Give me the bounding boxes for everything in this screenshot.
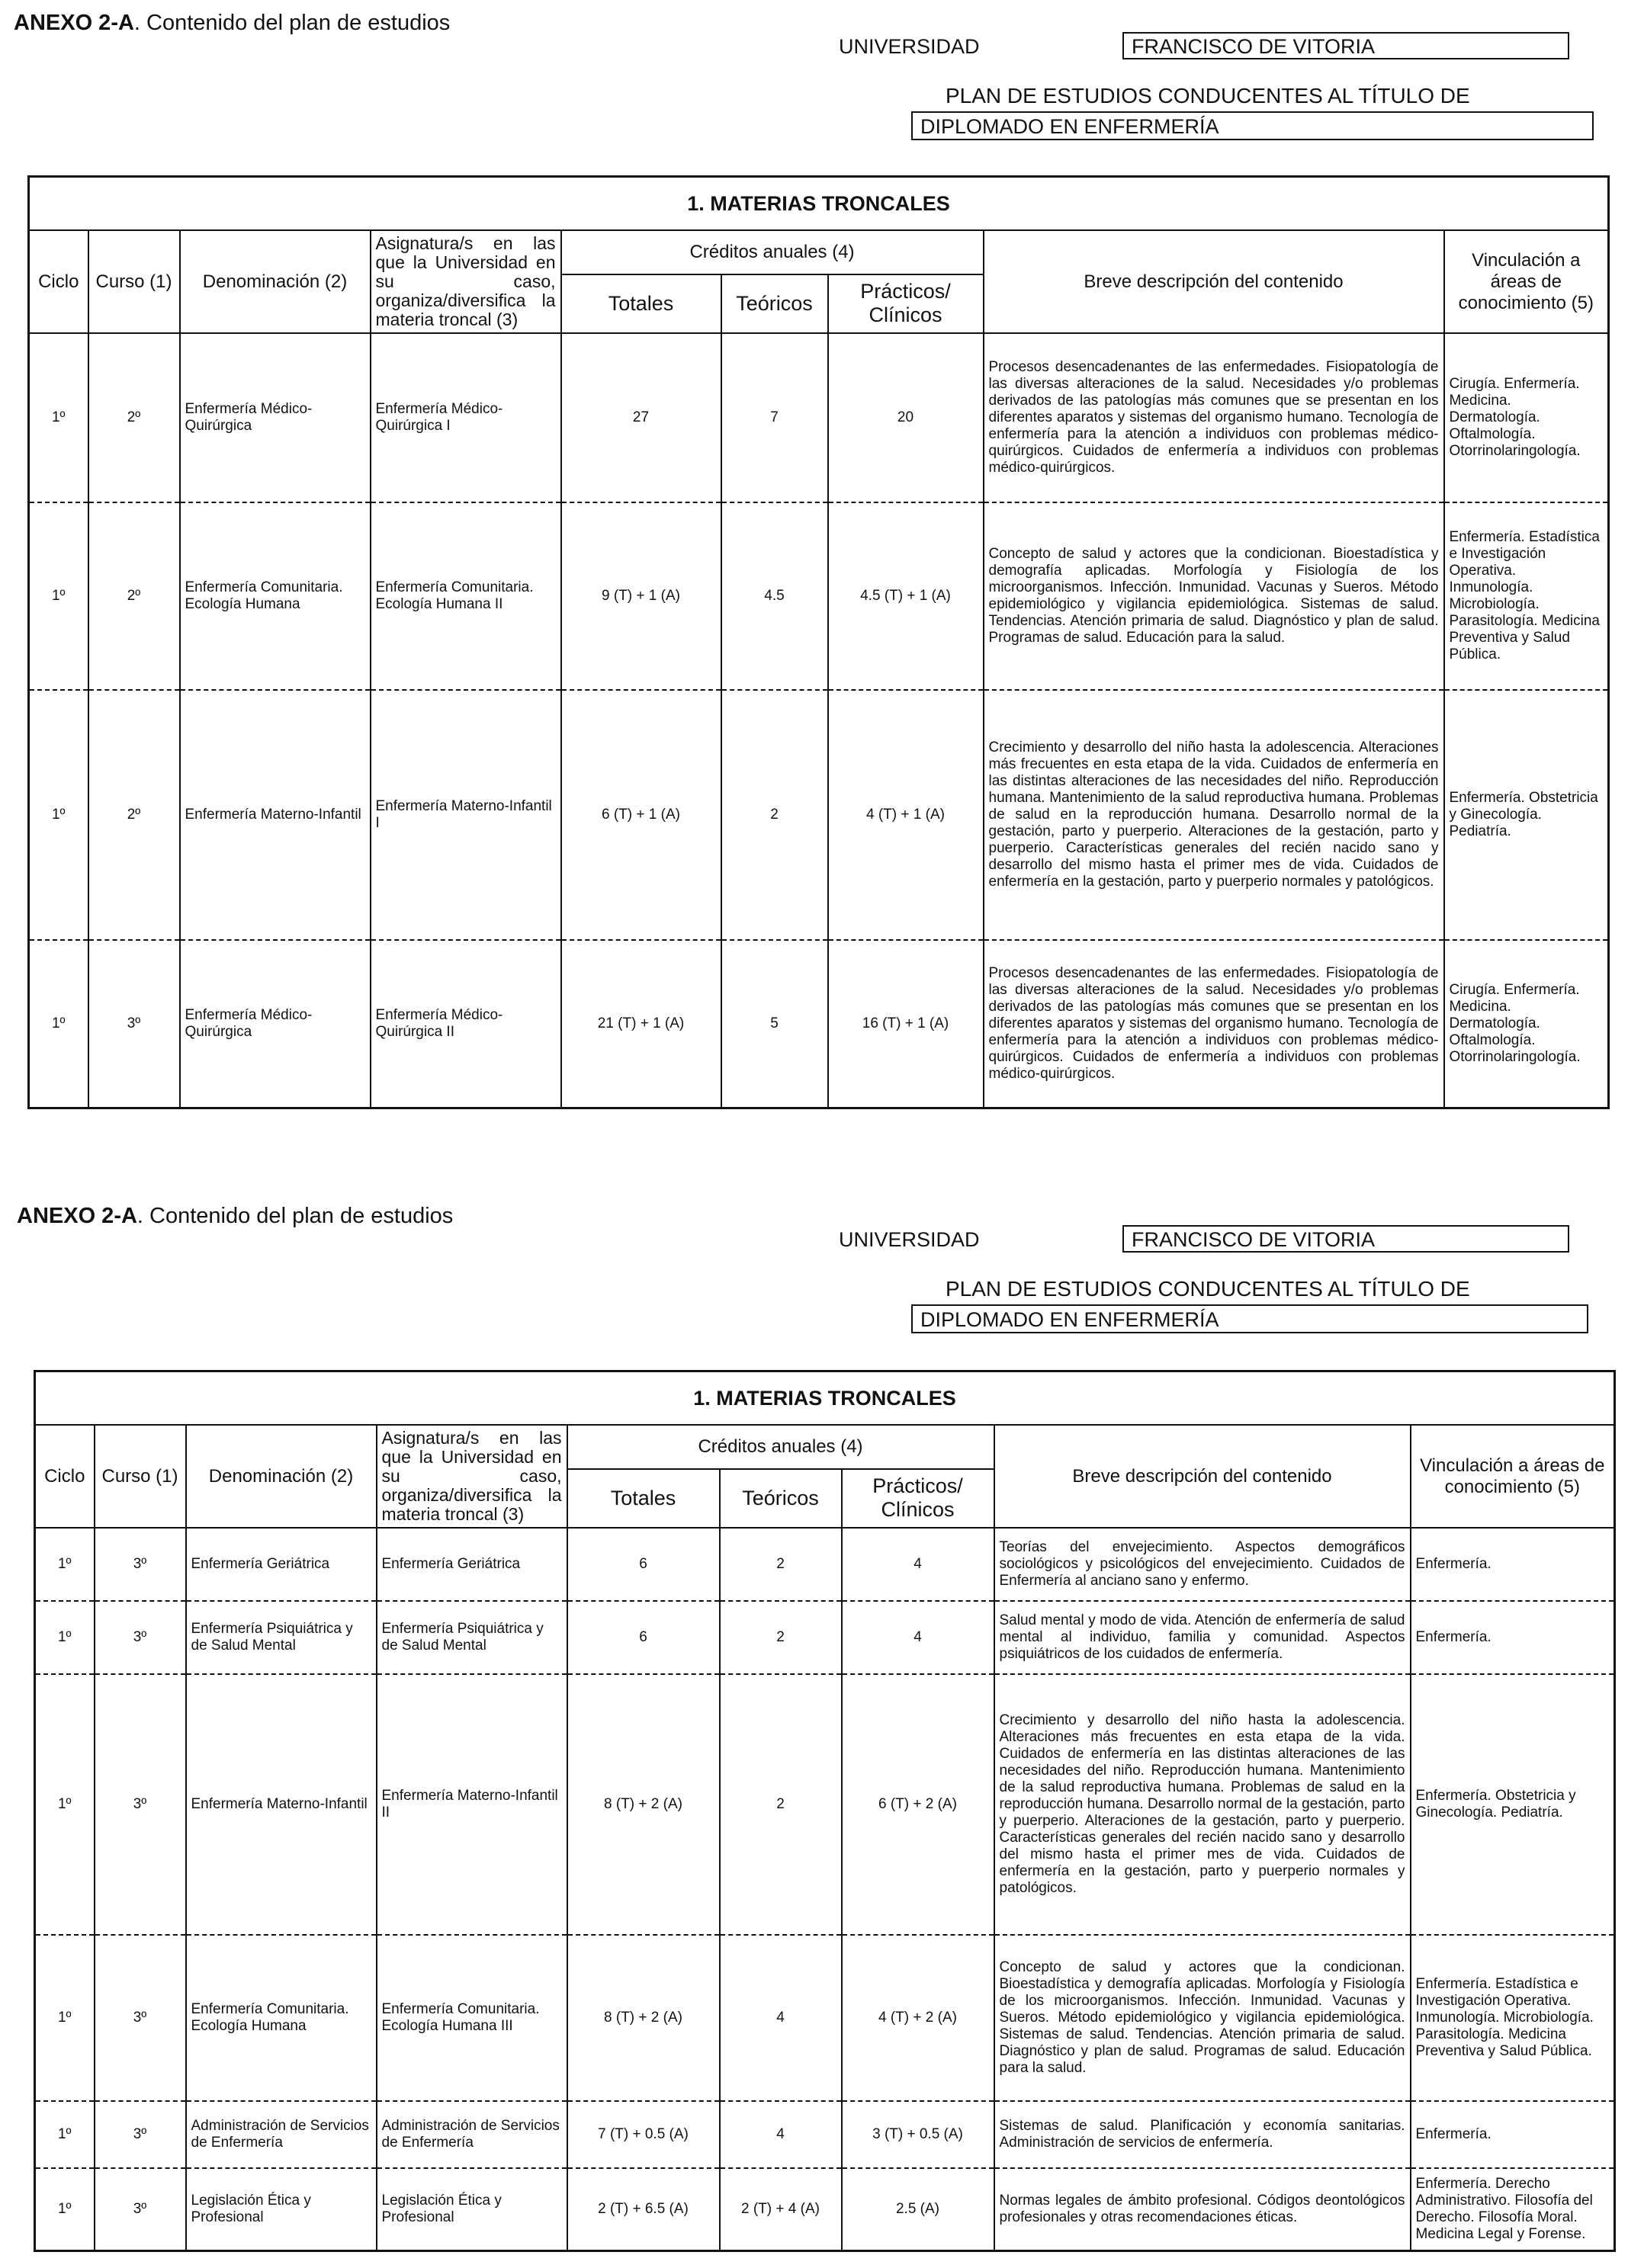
asignatura-cell: Enfermería Comunitaria. Ecología Humana III [377, 1935, 567, 2101]
descripcion-cell: Normas legales de ámbito profesional. Códigos deontológicos profesionales y otras recomendaciones éticas. [994, 2168, 1411, 2250]
plan-title-box: DIPLOMADO EN ENFERMERÍA [911, 1304, 1588, 1333]
table-title: 1. MATERIAS TRONCALES [29, 177, 1609, 231]
plan-label: PLAN DE ESTUDIOS CONDUCENTES AL TÍTULO DE [946, 1277, 1470, 1301]
header-totales: Totales [561, 274, 721, 333]
teoricos-cell: 4 [720, 2101, 842, 2168]
header-descripcion: Breve descripción del contenido [984, 230, 1444, 333]
header-creditos: Créditos anuales (4) [567, 1425, 994, 1469]
asignatura-cell: Enfermería Materno-Infantil II [377, 1674, 567, 1935]
asignatura-cell: Enfermería Médico-Quirúrgica II [371, 940, 561, 1108]
header-creditos: Créditos anuales (4) [561, 230, 984, 274]
plan-label: PLAN DE ESTUDIOS CONDUCENTES AL TÍTULO DE [946, 84, 1470, 107]
materias-troncales-table [34, 1370, 1616, 2252]
descripcion-cell: Concepto de salud y actores que la condicionan. Bioestadística y demografía aplicadas. Morfología y Fisiología de los microorganismos. Infección. Inmunidad. Vacunas y Sueros. Método epidemiológico y vigilancia epidemiológica. Sistemas de salud. Tendencias. Atención primaria de salud. Diagnóstico y plan de salud. Programas de salud. Educación para la salud. [994, 1935, 1411, 2101]
vinculacion-cell: Enfermería. Derecho Administrativo. Filosofía del Derecho. Filosofía Moral. Medicina Legal y Forense. [1411, 2168, 1615, 2250]
totales-cell: 7 (T) + 0.5 (A) [567, 2101, 720, 2168]
practicos-cell: 4 [842, 1601, 994, 1674]
annex-title: ANEXO 2-A. Contenido del plan de estudios [17, 1204, 454, 1228]
practicos-cell: 3 (T) + 0.5 (A) [842, 2101, 994, 2168]
curso-cell: 3º [88, 940, 180, 1108]
teoricos-cell: 5 [721, 940, 828, 1108]
descripcion-cell: Teorías del envejecimiento. Aspectos demográficos sociológicos y psicológicos del envejecimiento. Cuidados de Enfermería al anciano sano y enfermo. [994, 1528, 1411, 1601]
denominacion-cell: Enfermería Geriátrica [186, 1528, 377, 1601]
header-descripcion: Breve descripción del contenido [994, 1425, 1411, 1528]
vinculacion-cell: Enfermería. Obstetricia y Ginecología. Pediatría. [1444, 690, 1609, 940]
table-row [35, 1674, 1615, 1935]
curso-cell: 2º [88, 502, 180, 690]
header-asignatura: Asignatura/s en las que la Universidad en su caso, organiza/diversifica la materia troncal (3) [371, 230, 561, 333]
totales-cell: 6 [567, 1528, 720, 1601]
teoricos-cell: 2 [720, 1528, 842, 1601]
vinculacion-cell: Cirugía. Enfermería. Medicina. Dermatología. Oftalmología. Otorrinolaringología. [1444, 333, 1609, 502]
ciclo-cell: 1º [35, 1601, 95, 1674]
descripcion-cell: Sistemas de salud. Planificación y economía sanitarias. Administración de servicios de enfermería. [994, 2101, 1411, 2168]
table-row [29, 333, 1609, 502]
university-name-box: FRANCISCO DE VITORIA [1122, 32, 1569, 59]
practicos-cell: 4 (T) + 1 (A) [828, 690, 984, 940]
denominacion-cell: Enfermería Psiquiátrica y de Salud Mental [186, 1601, 377, 1674]
ciclo-cell: 1º [35, 1674, 95, 1935]
denominacion-cell: Enfermería Materno-Infantil [180, 690, 371, 940]
vinculacion-cell: Enfermería. [1411, 1601, 1615, 1674]
teoricos-cell: 2 [720, 1601, 842, 1674]
denominacion-cell: Enfermería Comunitaria. Ecología Humana [186, 1935, 377, 2101]
asignatura-cell: Enfermería Psiquiátrica y de Salud Mental [377, 1601, 567, 1674]
denominacion-cell: Enfermería Médico-Quirúrgica [180, 333, 371, 502]
practicos-cell: 16 (T) + 1 (A) [828, 940, 984, 1108]
table-row [35, 1601, 1615, 1674]
asignatura-cell: Enfermería Geriátrica [377, 1528, 567, 1601]
header-curso: Curso (1) [88, 230, 180, 333]
ciclo-cell: 1º [29, 690, 88, 940]
ciclo-cell: 1º [35, 2101, 95, 2168]
header-practicos: Prácticos/ Clínicos [828, 274, 984, 333]
curso-cell: 3º [95, 1935, 186, 2101]
table-row [35, 1935, 1615, 2101]
teoricos-cell: 4.5 [721, 502, 828, 690]
curso-cell: 2º [88, 333, 180, 502]
denominacion-cell: Administración de Servicios de Enfermería [186, 2101, 377, 2168]
ciclo-cell: 1º [29, 940, 88, 1108]
descripcion-cell: Procesos desencadenantes de las enfermedades. Fisiopatología de las diversas alteraciones de la salud. Necesidades y/o problemas derivados de las patologías más comunes que se presentan en los diferentes aparatos y sistemas del organismo humano. Tecnología de enfermería para la atención a individuos con problemas médico-quirúrgicos. Cuidados de enfermería a individuos con problemas médico-quirúrgicos. [984, 940, 1444, 1108]
teoricos-cell: 2 [721, 690, 828, 940]
totales-cell: 6 (T) + 1 (A) [561, 690, 721, 940]
totales-cell: 9 (T) + 1 (A) [561, 502, 721, 690]
table-row [29, 940, 1609, 1108]
asignatura-cell: Administración de Servicios de Enfermería [377, 2101, 567, 2168]
ciclo-cell: 1º [35, 1528, 95, 1601]
header-vinculacion: Vinculación a áreas de conocimiento (5) [1444, 230, 1609, 333]
header-totales: Totales [567, 1469, 720, 1528]
denominacion-cell: Enfermería Comunitaria. Ecología Humana [180, 502, 371, 690]
denominacion-cell: Enfermería Materno-Infantil [186, 1674, 377, 1935]
totales-cell: 27 [561, 333, 721, 502]
ciclo-cell: 1º [29, 502, 88, 690]
header-teoricos: Teóricos [721, 274, 828, 333]
table-row [29, 502, 1609, 690]
header-denominacion: Denominación (2) [180, 230, 371, 333]
header-curso: Curso (1) [95, 1425, 186, 1528]
practicos-cell: 4 (T) + 2 (A) [842, 1935, 994, 2101]
vinculacion-cell: Enfermería. Obstetricia y Ginecología. Pediatría. [1411, 1674, 1615, 1935]
curso-cell: 3º [95, 2101, 186, 2168]
practicos-cell: 4.5 (T) + 1 (A) [828, 502, 984, 690]
curso-cell: 3º [95, 2168, 186, 2250]
teoricos-cell: 2 [720, 1674, 842, 1935]
totales-cell: 2 (T) + 6.5 (A) [567, 2168, 720, 2250]
header-denominacion: Denominación (2) [186, 1425, 377, 1528]
practicos-cell: 20 [828, 333, 984, 502]
practicos-cell: 4 [842, 1528, 994, 1601]
annex-title: ANEXO 2-A. Contenido del plan de estudios [14, 11, 451, 35]
university-label: UNIVERSIDAD [839, 35, 980, 58]
ciclo-cell: 1º [35, 2168, 95, 2250]
header-practicos: Prácticos/ Clínicos [842, 1469, 994, 1528]
table-row [35, 2101, 1615, 2168]
table-row [35, 2168, 1615, 2250]
curso-cell: 3º [95, 1528, 186, 1601]
vinculacion-cell: Enfermería. [1411, 2101, 1615, 2168]
totales-cell: 8 (T) + 2 (A) [567, 1935, 720, 2101]
curso-cell: 3º [95, 1674, 186, 1935]
totales-cell: 21 (T) + 1 (A) [561, 940, 721, 1108]
descripcion-cell: Procesos desencadenantes de las enfermedades. Fisiopatología de las diversas alteraciones de la salud. Necesidades y/o problemas derivados de las patologías más comunes que se presentan en los diferentes aparatos y sistemas del organismo humano. Tecnología de enfermería para la atención a individuos con problemas médico-quirúrgicos. Cuidados de enfermería a individuos con problemas médico-quirúrgicos. [984, 333, 1444, 502]
ciclo-cell: 1º [35, 1935, 95, 2101]
university-name-box: FRANCISCO DE VITORIA [1122, 1225, 1569, 1253]
vinculacion-cell: Enfermería. Estadística e Investigación Operativa. Inmunología. Microbiología. Parasitología. Medicina Preventiva y Salud Pública. [1444, 502, 1609, 690]
ciclo-cell: 1º [29, 333, 88, 502]
totales-cell: 6 [567, 1601, 720, 1674]
table-body-2 [35, 1528, 1615, 2250]
denominacion-cell: Legislación Ética y Profesional [186, 2168, 377, 2250]
teoricos-cell: 7 [721, 333, 828, 502]
table-row [29, 690, 1609, 940]
asignatura-cell: Legislación Ética y Profesional [377, 2168, 567, 2250]
descripcion-cell: Crecimiento y desarrollo del niño hasta la adolescencia. Alteraciones más frecuentes en esta etapa de la vida. Cuidados de enfermería en las distintas alteraciones de las necesidades del niño. Reproducción humana. Mantenimiento de la salud reproductiva humana. Problemas de salud en la reproducción humana. Desarrollo normal de la gestación, parto y puerperio. Alteraciones de la gestación, parto y puerperio. Características generales del recién nacido sano y desarrollo del mismo hasta el primer mes de vida. Cuidados de enfermería en la gestación, parto y puerperio normales y patológicos. [994, 1674, 1411, 1935]
practicos-cell: 2.5 (A) [842, 2168, 994, 2250]
descripcion-cell: Salud mental y modo de vida. Atención de enfermería de salud mental al individuo, familia y comunidad. Aspectos psiquiátricos de los cuidados de enfermería. [994, 1601, 1411, 1674]
university-label: UNIVERSIDAD [839, 1228, 980, 1251]
vinculacion-cell: Enfermería. [1411, 1528, 1615, 1601]
descripcion-cell: Crecimiento y desarrollo del niño hasta la adolescencia. Alteraciones más frecuentes en esta etapa de la vida. Cuidados de enfermería en las distintas alteraciones de las necesidades del niño. Reproducción humana. Mantenimiento de la salud reproductiva humana. Problemas de salud en la reproducción humana. Desarrollo normal de la gestación, parto y puerperio. Alteraciones de la gestación, parto y puerperio. Características generales del recién nacido sano y desarrollo del mismo hasta el primer mes de vida. Cuidados de enfermería en la gestación, parto y puerperio normales y patológicos. [984, 690, 1444, 940]
vinculacion-cell: Enfermería. Estadística e Investigación Operativa. Inmunología. Microbiología. Parasitología. Medicina Preventiva y Salud Pública. [1411, 1935, 1615, 2101]
header-vinculacion: Vinculación a áreas de conocimiento (5) [1411, 1425, 1615, 1528]
asignatura-cell: Enfermería Médico-Quirúrgica I [371, 333, 561, 502]
header-asignatura: Asignatura/s en las que la Universidad en su caso, organiza/diversifica la materia troncal (3) [377, 1425, 567, 1528]
curso-cell: 3º [95, 1601, 186, 1674]
teoricos-cell: 2 (T) + 4 (A) [720, 2168, 842, 2250]
asignatura-cell: Enfermería Comunitaria. Ecología Humana II [371, 502, 561, 690]
table-body-1 [29, 333, 1609, 1108]
materias-troncales-table [27, 175, 1610, 1109]
practicos-cell: 6 (T) + 2 (A) [842, 1674, 994, 1935]
denominacion-cell: Enfermería Médico-Quirúrgica [180, 940, 371, 1108]
curso-cell: 2º [88, 690, 180, 940]
vinculacion-cell: Cirugía. Enfermería. Medicina. Dermatología. Oftalmología. Otorrinolaringología. [1444, 940, 1609, 1108]
totales-cell: 8 (T) + 2 (A) [567, 1674, 720, 1935]
asignatura-cell: Enfermería Materno-Infantil I [371, 690, 561, 940]
header-teoricos: Teóricos [720, 1469, 842, 1528]
table-title: 1. MATERIAS TRONCALES [35, 1371, 1615, 1426]
header-ciclo: Ciclo [35, 1425, 95, 1528]
teoricos-cell: 4 [720, 1935, 842, 2101]
descripcion-cell: Concepto de salud y actores que la condicionan. Bioestadística y demografía aplicadas. Morfología y Fisiología de los microorganismos. Infección. Inmunidad. Vacunas y Sueros. Método epidemiológico y vigilancia epidemiológica. Sistemas de salud. Tendencias. Atención primaria de salud. Diagnóstico y plan de salud. Programas de salud. Educación para la salud. [984, 502, 1444, 690]
table-row [35, 1528, 1615, 1601]
plan-title-box: DIPLOMADO EN ENFERMERÍA [911, 111, 1594, 140]
header-ciclo: Ciclo [29, 230, 88, 333]
